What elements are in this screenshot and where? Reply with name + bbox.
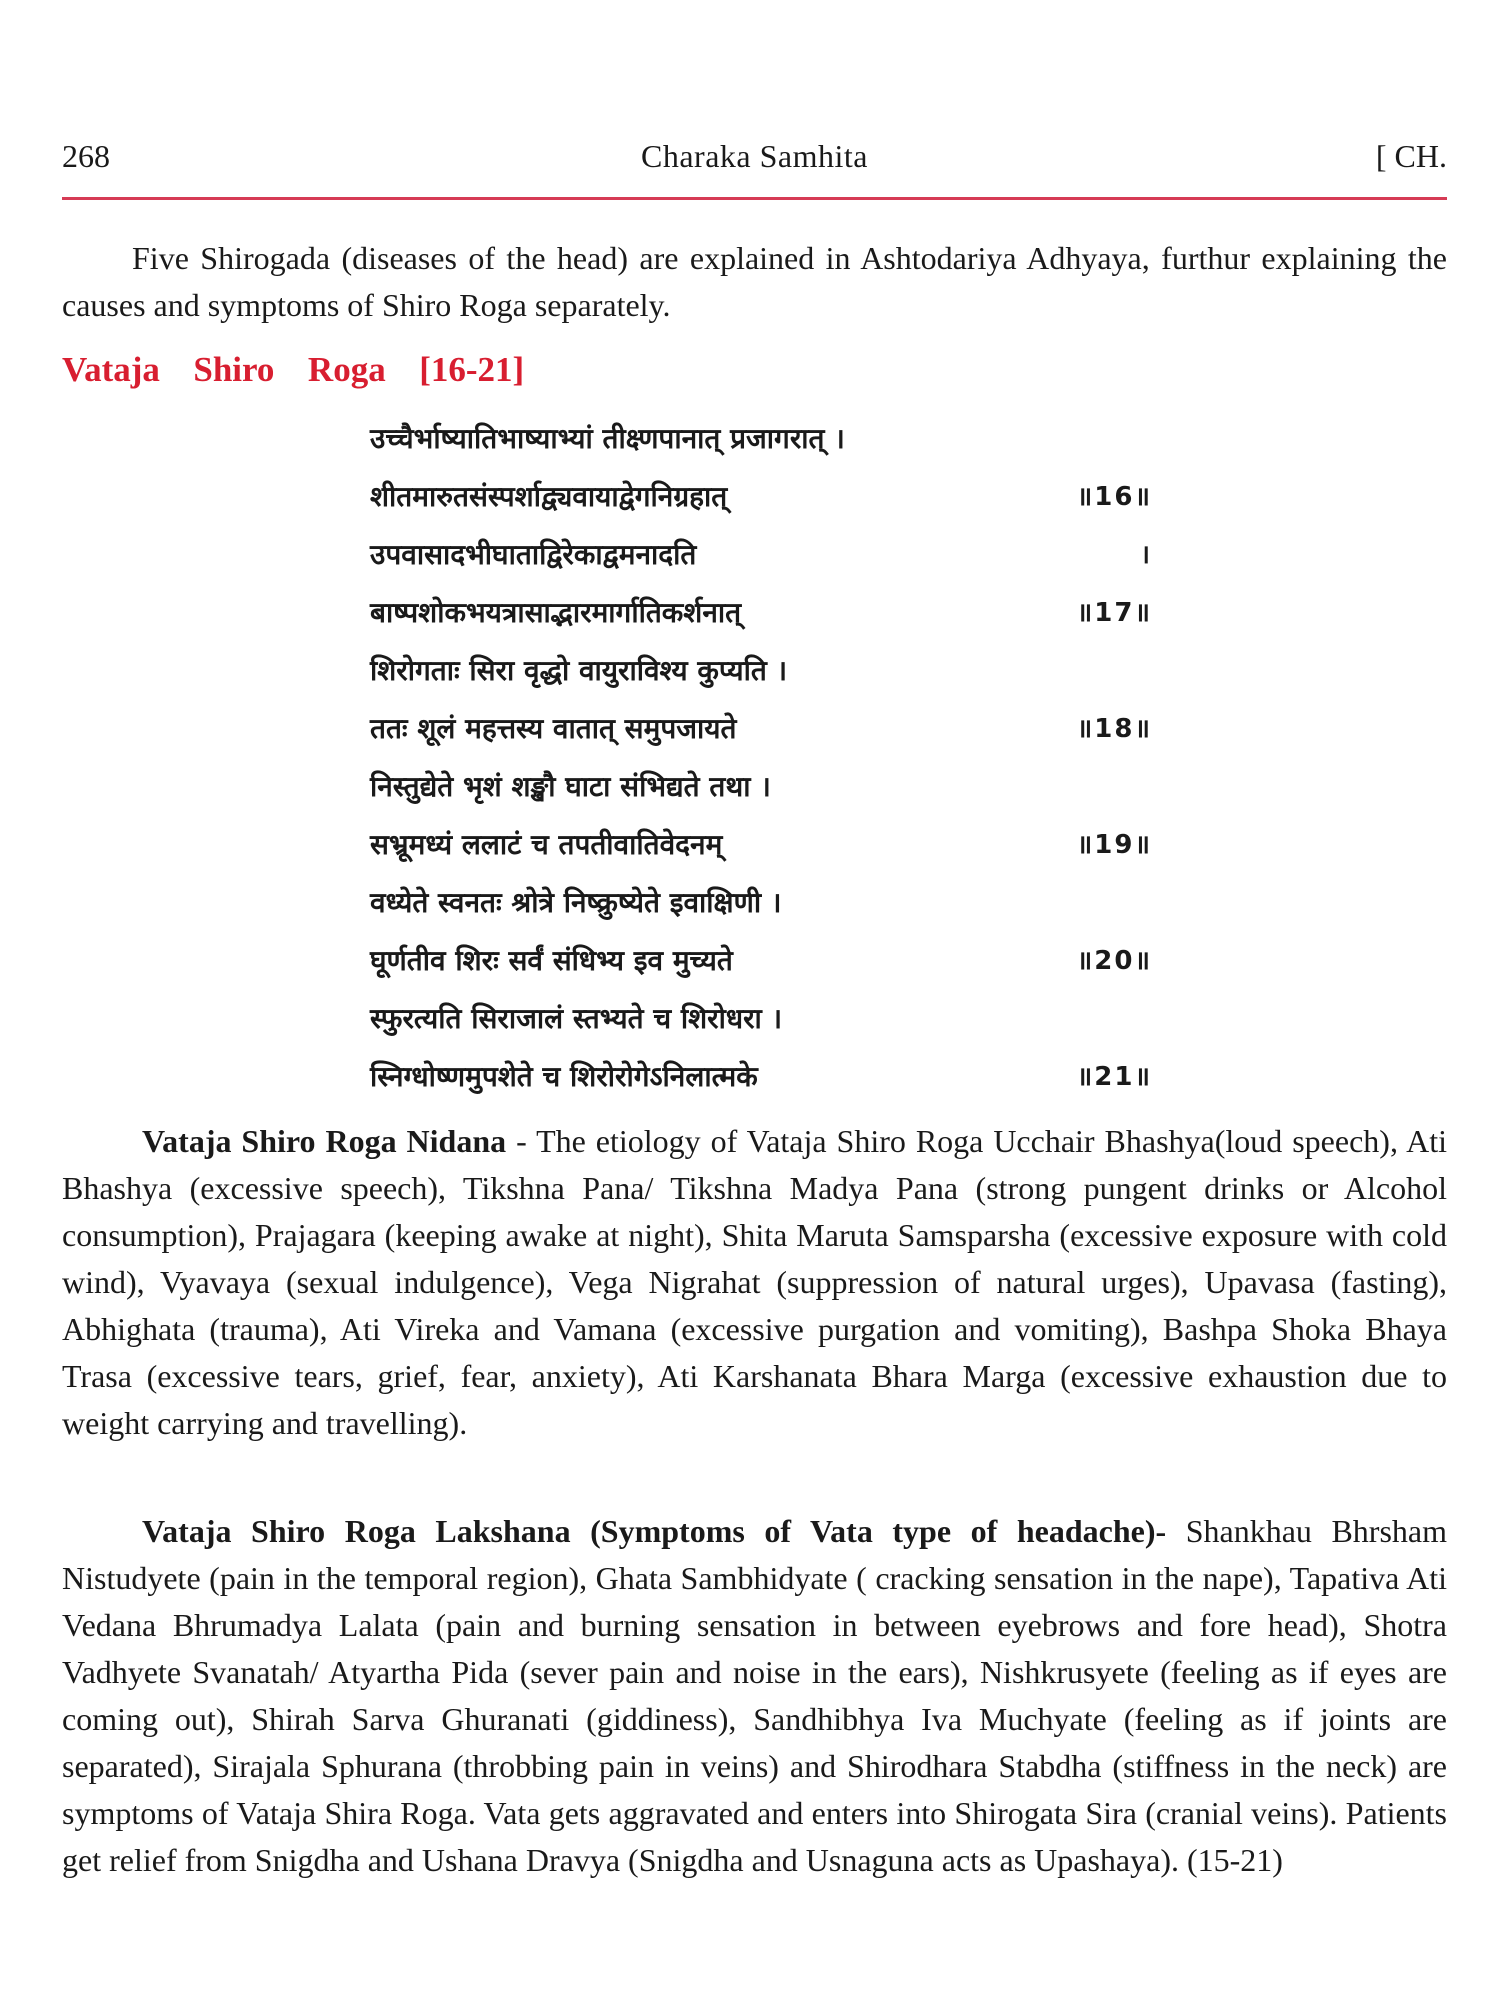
page-header [62,138,1447,178]
lakshana-heading: Vataja Shiro Roga Lakshana (Symptoms of Vata type of headache)- [142,1513,1167,1549]
verse-number: ॥19॥ [1076,830,1152,860]
verse-text: शीतमारुतसंस्पर्शाद्व्यवायाद्वेगनिग्रहात् [370,480,728,513]
verse-line [370,758,1160,816]
intro-paragraph: Five Shirogada (diseases of the head) are explained in Ashtodariya Adhyaya, furthur explaining the causes and symptoms of Shiro Roga separately. [62,240,1447,323]
verse-line [370,1048,1160,1106]
page-number: 268 [62,138,110,174]
verse-text: स्फुरत्यति सिराजालं स्तभ्यते च शिरोधरा । [370,1002,783,1035]
verse-number: । [1140,540,1152,570]
verse-line [370,468,1160,526]
verse-text: उच्चैर्भाष्यातिभाष्याभ्यां तीक्ष्णपानात् प्रजागरात् । [370,422,845,455]
running-title: Charaka Samhita [641,138,868,174]
nidana-paragraph [62,1118,1447,1447]
section-heading: Vataja Shiro Roga [16-21] [62,350,525,389]
verse-line [370,874,1160,932]
verse-line [370,526,1160,584]
chapter-mark: [ CH. [1375,138,1447,174]
verse-text: वध्येते स्वनतः श्रोत्रे निष्क्रुष्येते इवाक्षिणी । [370,886,782,919]
nidana-heading: Vataja Shiro Roga Nidana [142,1123,507,1159]
verse-number: ॥17॥ [1076,598,1152,628]
verse-text: ततः शूलं महत्तस्य वातात् समुपजायते [370,712,737,745]
verse-text: स्निग्धोष्णमुपशेते च शिरोरोगेऽनिलात्मके [370,1060,758,1093]
sanskrit-verses [370,410,1160,1106]
lakshana-paragraph [62,1508,1447,1884]
verse-number: ॥20॥ [1076,946,1152,976]
verse-line [370,816,1160,874]
verse-line [370,990,1160,1048]
verse-text: सभ्रूमध्यं ललाटं च तपतीवातिवेदनम् [370,828,723,861]
verse-line [370,932,1160,990]
verse-text: घूर्णतीव शिरः सर्वं संधिभ्य इव मुच्यते [370,944,733,977]
verse-number: ॥16॥ [1076,482,1152,512]
verse-line [370,584,1160,642]
lakshana-text: Shankhau Bhrsham Nistudyete (pain in the temporal region), Ghata Sambhidyate ( cracking sensation in the nape), Tapativa Ati Vedana Bhrumadya Lalata (pain and burning sensation in between eyebrows and fore head), Shotra Vadhyete Svanatah/ Atyartha Pida (sever pain and noise in the ears), Nishkrusyete (feeling as if eyes are coming out), Shirah Sarva Ghuranati (giddiness), Sandhibhya Iva Muchyate (feeling as if joints are separated), Sirajala Sphurana (throbbing pain in veins) and Shirodhara Stabdha (stiffness in the neck) are symptoms of Vataja Shira Roga. Vata gets aggravated and enters into Shirogata Sira (cranial veins). Patients get relief from Snigdha and Ushana Dravya (Snigdha and Usnaguna acts as Upashaya). (15-21) [62,1513,1448,1878]
verse-text: उपवासादभीघाताद्विरेकाद्वमनादति [370,538,697,571]
nidana-text: - The etiology of Vataja Shiro Roga Ucchair Bhashya(loud speech), Ati Bhashya (excessive speech), Tikshna Pana/ Tikshna Madya Pana (strong pungent drinks or Alcohol consumption), Prajagara (keeping awake at night), Shita Maruta Samsparsha (excessive exposure with cold wind), Vyavaya (sexual indulgence), Vega Nigrahat (suppression of natural urges), Upavasa (fasting), Abhighata (trauma), Ati Vireka and Vamana (excessive purgation and vomiting), Bashpa Shoka Bhaya Trasa (excessive tears, grief, fear, anxiety), Ati Karshanata Bhara Marga (excessive exhaustion due to weight carrying and travelling). [62,1123,1448,1441]
verse-line [370,700,1160,758]
verse-line [370,642,1160,700]
verse-number: ॥18॥ [1076,714,1152,744]
verse-text: बाष्पशोकभयत्रासाद्भारमार्गातिकर्शनात् [370,596,742,629]
verse-line [370,410,1160,468]
verse-number: ॥21॥ [1076,1062,1152,1092]
header-rule [62,197,1447,200]
verse-text: शिरोगताः सिरा वृद्धो वायुराविश्य कुप्यति । [370,654,788,687]
verse-text: निस्तुद्येते भृशं शङ्खौ घाटा संभिद्यते तथा । [370,770,771,803]
